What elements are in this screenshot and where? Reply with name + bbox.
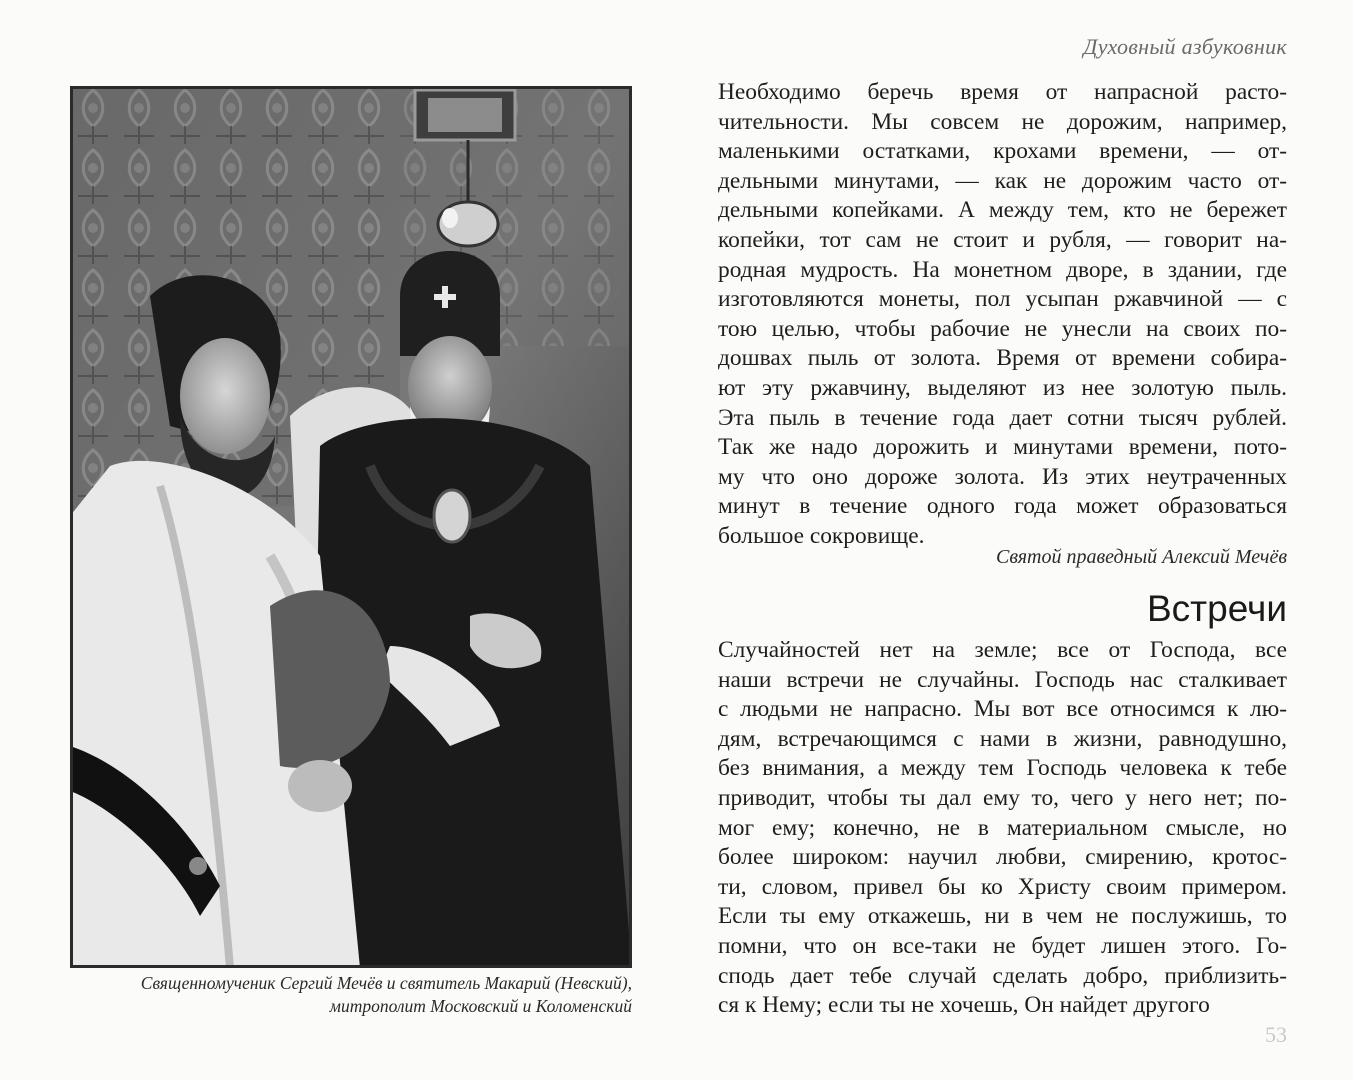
text-line: Случайностей нет на земле; все от Господа, все <box>718 637 1287 663</box>
text-line: му что оно дороже золота. Из этих неутраченных <box>718 463 1287 490</box>
text-line: ют эту ржавчину, выделяют из нее золотую пыль. <box>718 374 1287 401</box>
text-line: помни, что он все-таки не будет лишен этого. Го- <box>718 932 1287 959</box>
text-line: большое сокровище. <box>718 522 925 549</box>
photo-caption <box>70 972 632 1018</box>
paragraph-meetings <box>718 636 1287 1021</box>
text-line: маленькими остатками, крохами времени, — от- <box>718 138 1287 165</box>
text-line: без внимания, а между тем Господь человека к тебе <box>718 755 1287 782</box>
text-line: Если ты ему откажешь, ни в чем не послужишь, то <box>718 903 1287 930</box>
text-line: родная мудрость. На монетном дворе, в здании, где <box>718 256 1287 283</box>
text-line: изготовляются монеты, пол усыпан ржавчиной — с <box>718 286 1287 313</box>
text-line: Так же надо дорожить и минутами времени, пото- <box>718 434 1287 461</box>
left-page <box>0 0 676 1080</box>
running-head: Духовный азбуковник <box>1083 34 1287 59</box>
section-heading: Встречи <box>1147 588 1287 629</box>
text-line: наши встречи не случайны. Господь нас сталкивает <box>718 666 1287 693</box>
text-line: Эта пыль в течение года дает сотни тысяч рублей. <box>718 404 1287 431</box>
text-line: дям, встречающимся с нами в жизни, равнодушно, <box>718 725 1287 752</box>
paragraph-time <box>718 78 1287 552</box>
text-line: Необходимо беречь время от напрасной расто- <box>718 79 1287 105</box>
historical-photograph <box>70 86 632 968</box>
text-line: приводит, чтобы ты дал ему то, чего у него нет; по- <box>718 784 1287 811</box>
text-line: копейки, тот сам не стоит и рубля, — говорит на- <box>718 226 1287 253</box>
caption-line: Священномученик Сергий Мечёв и святитель Макарий (Невский), <box>140 973 632 993</box>
text-line: минут в течение одного года может образоваться <box>718 493 1287 520</box>
text-line: сподь дает тебе случай сделать добро, приблизить- <box>718 962 1287 989</box>
text-line: мог ему; конечно, не в материальном смысле, но <box>718 814 1287 841</box>
text-line: дельными копейками. А между тем, кто не бережет <box>718 197 1287 224</box>
caption-line: митрополит Московский и Коломенский <box>329 996 632 1016</box>
text-line: чительности. Мы совсем не дорожим, например, <box>718 108 1287 135</box>
page-number: 53 <box>1265 1022 1287 1047</box>
text-line: дошвах пыль от золота. Время от времени собира- <box>718 345 1287 372</box>
text-line: тою целью, чтобы рабочие не унесли на своих по- <box>718 315 1287 342</box>
right-page <box>676 0 1353 1080</box>
text-line: более широком: научил любви, смирению, кротос- <box>718 844 1287 871</box>
quote-attribution: Святой праведный Алексий Мечёв <box>995 546 1287 568</box>
text-line: с людьми не напрасно. Мы вот все относимся к лю- <box>718 696 1287 723</box>
text-line: дельными минутами, — как не дорожим часто от- <box>718 167 1287 194</box>
text-line: ти, словом, привел бы ко Христу своим примером. <box>718 873 1287 900</box>
text-line: ся к Нему; если ты не хочешь, Он найдет другого <box>718 992 1210 1019</box>
